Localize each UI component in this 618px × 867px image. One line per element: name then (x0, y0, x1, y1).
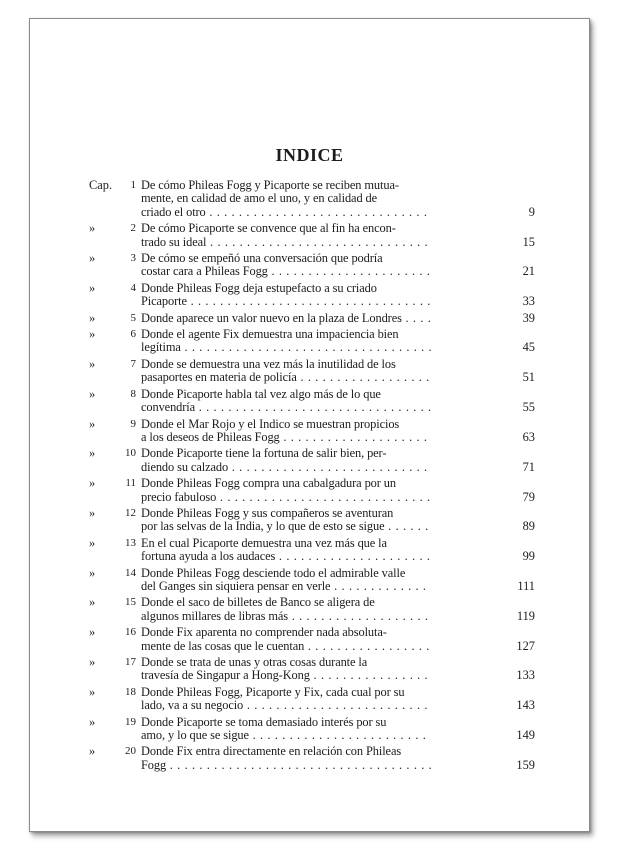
toc-entry (89, 537, 535, 564)
dot-leader: a los deseos de Phileas Fogg . . . (141, 431, 431, 444)
book-page (29, 18, 590, 832)
chapter-title (141, 222, 431, 249)
chapter-number: 1 (130, 179, 136, 191)
chapter-marker (89, 537, 141, 550)
page-number: 63 (522, 429, 535, 444)
chapter-number: 19 (125, 715, 136, 728)
toc-entry (89, 222, 535, 249)
chapter-marker (89, 282, 141, 295)
chapter-title-last-line (141, 640, 431, 653)
dot-leader: amo, y lo que se sigue . . . (141, 729, 431, 742)
chapter-title-line: Donde se trata de unas y otras cosas durante la (141, 655, 368, 669)
toc-entry (89, 477, 535, 504)
chapter-title-last-line (141, 295, 431, 308)
chapter-marker (89, 626, 141, 639)
chapter-label: » (89, 535, 96, 550)
chapter-marker (89, 596, 141, 609)
chapter-number: 8 (130, 387, 136, 400)
chapter-number: 7 (130, 357, 136, 370)
chapter-number: 4 (130, 281, 136, 294)
chapter-number: 20 (125, 745, 136, 758)
chapter-title (141, 477, 431, 504)
chapter-label: Cap. (89, 178, 113, 192)
chapter-title-last-line (141, 759, 431, 772)
chapter-title-line: De cómo Phileas Fogg y Picaporte se reciben mutua- (141, 178, 399, 192)
toc-entry (89, 656, 535, 683)
chapter-title (141, 745, 431, 772)
chapter-marker (89, 222, 141, 235)
chapter-title (141, 507, 431, 534)
toc-entry (89, 418, 535, 445)
chapter-title-line: Donde Picaporte tiene la fortuna de salir bien, per- (141, 446, 387, 461)
chapter-marker (89, 656, 141, 669)
chapter-title-last-line (141, 431, 431, 444)
chapter-label: » (89, 625, 96, 640)
dot-leader: Picaporte . . . (141, 295, 431, 308)
chapter-title-line: Donde el agente Fix demuestra una impaciencia bien (141, 327, 399, 342)
chapter-title-last-line (141, 699, 431, 712)
chapter-number: 14 (125, 566, 136, 579)
chapter-marker (89, 477, 141, 490)
toc-entry (89, 745, 535, 772)
chapter-label: » (89, 565, 96, 580)
chapter-title-last-line (141, 341, 431, 354)
chapter-label: » (89, 280, 96, 295)
chapter-title-line: Donde Phileas Fogg compra una cabalgadura por un (141, 476, 396, 491)
chapter-number: 3 (130, 252, 136, 265)
chapter-title-line: De cómo se empeñó una conversación que podría (141, 251, 383, 266)
page-number: 55 (522, 400, 535, 415)
chapter-title (141, 626, 431, 653)
chapter-marker (89, 745, 141, 758)
chapter-marker (89, 567, 141, 580)
chapter-title-last-line (141, 610, 431, 623)
page-number: 159 (516, 757, 535, 772)
chapter-title-line: Donde Phileas Fogg deja estupefacto a su criado (141, 280, 377, 295)
chapter-title (141, 716, 431, 743)
page-number: 127 (516, 638, 535, 653)
chapter-title-last-line (141, 236, 431, 249)
dot-leader: criado el otro . . . (141, 206, 431, 219)
chapter-title-last-line (141, 729, 431, 742)
dot-leader: convendría . . . (141, 401, 431, 414)
chapter-title (141, 282, 431, 309)
chapter-number: 13 (125, 536, 136, 549)
chapter-title-line: Donde Phileas Fogg y sus compañeros se aventuran (141, 505, 394, 520)
chapter-number: 18 (125, 685, 136, 698)
toc-entry (89, 312, 535, 325)
chapter-title (141, 252, 431, 279)
toc-entry (89, 686, 535, 713)
chapter-title-last-line (141, 206, 431, 219)
toc-entry (89, 567, 535, 594)
dot-leader: por las selvas de la India, y lo que de esto se sigue . . . (141, 520, 431, 533)
chapter-label: » (89, 744, 96, 759)
dot-leader: travesía de Singapur a Hong-Kong . . . (141, 669, 431, 682)
chapter-label: » (89, 251, 96, 266)
dot-leader: algunos millares de libras más . . . (141, 610, 431, 623)
chapter-label: » (89, 714, 96, 729)
chapter-title-last-line (141, 401, 431, 414)
chapter-label: » (89, 476, 96, 491)
page-number: 45 (522, 340, 535, 355)
chapter-number: 5 (130, 311, 136, 324)
page-number: 119 (516, 608, 535, 623)
chapter-label: » (89, 327, 96, 342)
toc-entry (89, 716, 535, 743)
dot-leader: mente de las cosas que le cuentan . . . (141, 640, 431, 653)
chapter-label: » (89, 505, 96, 520)
dot-leader: diendo su calzado . . . (141, 461, 431, 474)
chapter-marker (89, 312, 141, 325)
chapter-number: 17 (125, 656, 136, 668)
toc-entry (89, 282, 535, 309)
table-of-contents (89, 179, 535, 775)
chapter-number: 15 (125, 596, 136, 609)
chapter-number: 6 (130, 328, 136, 341)
chapter-title-last-line (141, 461, 431, 474)
chapter-title (141, 388, 431, 415)
dot-leader: precio fabuloso . . . (141, 491, 431, 504)
toc-entry (89, 328, 535, 355)
chapter-title (141, 596, 431, 623)
dot-leader: Fogg . . . (141, 759, 431, 772)
toc-entry (89, 179, 535, 219)
chapter-label: » (89, 595, 96, 610)
chapter-title-last-line (141, 371, 431, 384)
chapter-marker (89, 418, 141, 431)
toc-entry (89, 358, 535, 385)
chapter-label: » (89, 310, 96, 325)
chapter-title-line: Donde se demuestra una vez más la inutilidad de los (141, 356, 396, 371)
chapter-label: » (89, 356, 96, 371)
dot-leader: Donde aparece un valor nuevo en la plaza de Londres . . . (141, 312, 431, 325)
page-number: 15 (522, 234, 535, 249)
chapter-number: 12 (125, 506, 136, 519)
page-number: 9 (528, 204, 535, 219)
chapter-marker (89, 252, 141, 265)
chapter-title (141, 656, 431, 683)
chapter-title-last-line (141, 491, 431, 504)
dot-leader: lado, va a su negocio . . . (141, 699, 431, 712)
page-number: 111 (517, 578, 535, 593)
chapter-marker (89, 328, 141, 341)
chapter-title (141, 358, 431, 385)
chapter-title-line: Donde Picaporte se toma demasiado interés por su (141, 714, 387, 729)
page-number: 133 (516, 668, 535, 683)
chapter-title (141, 686, 431, 713)
chapter-title-line: Donde Phileas Fogg desciende todo el admirable valle (141, 565, 406, 580)
page-number: 33 (522, 294, 535, 309)
chapter-title-last-line (141, 580, 431, 593)
chapter-title (141, 312, 431, 325)
chapter-label: » (89, 655, 96, 669)
toc-entry (89, 507, 535, 534)
dot-leader: legítima . . . (141, 341, 431, 354)
chapter-title-last-line (141, 312, 431, 325)
chapter-marker (89, 447, 141, 460)
chapter-title-line: mente, en calidad de amo el uno, y en calidad de (141, 191, 378, 206)
page-number: 99 (522, 549, 535, 564)
page-number: 149 (516, 728, 535, 743)
chapter-title (141, 328, 431, 355)
toc-entry (89, 252, 535, 279)
page-number: 89 (522, 519, 535, 534)
chapter-title-line: En el cual Picaporte demuestra una vez más que la (141, 535, 387, 550)
page-title: INDICE (275, 145, 344, 165)
chapter-marker (89, 507, 141, 520)
chapter-title-last-line (141, 669, 431, 682)
chapter-title-last-line (141, 265, 431, 278)
chapter-title (141, 537, 431, 564)
dot-leader: del Ganges sin siquiera pensar en verle . . . (141, 580, 431, 593)
chapter-marker (89, 358, 141, 371)
chapter-number: 2 (130, 222, 136, 235)
chapter-title-line: De cómo Picaporte se convence que al fin ha encon- (141, 221, 396, 236)
dot-leader: fortuna ayuda a los audaces . . . (141, 550, 431, 563)
chapter-title (141, 179, 431, 219)
chapter-title (141, 567, 431, 594)
dot-leader: pasaportes en materia de policía . . . (141, 371, 431, 384)
chapter-number: 11 (125, 477, 136, 490)
chapter-label: » (89, 684, 96, 699)
dot-leader: costar cara a Phileas Fogg . . . (141, 265, 431, 278)
page-number: 51 (522, 370, 535, 385)
toc-entry (89, 596, 535, 623)
chapter-marker (89, 716, 141, 729)
page-number: 21 (522, 264, 535, 279)
page-number: 71 (522, 459, 535, 474)
chapter-number: 16 (125, 626, 136, 639)
toc-entry (89, 626, 535, 653)
page-number: 39 (522, 310, 535, 325)
chapter-number: 10 (125, 447, 136, 460)
chapter-marker (89, 179, 141, 192)
toc-entry (89, 388, 535, 415)
page-number: 79 (522, 489, 535, 504)
chapter-title-line: Donde Fix entra directamente en relación con Phileas (141, 744, 402, 759)
chapter-title-line: Donde el saco de billetes de Banco se aligera de (141, 595, 375, 610)
chapter-label: » (89, 446, 96, 461)
chapter-title-line: Donde Phileas Fogg, Picaporte y Fix, cada cual por su (141, 684, 405, 699)
chapter-title (141, 447, 431, 474)
page-number: 143 (516, 698, 535, 713)
chapter-marker (89, 388, 141, 401)
chapter-label: » (89, 386, 96, 401)
chapter-title-line: Donde Picaporte habla tal vez algo más de lo que (141, 386, 381, 401)
chapter-title-line: Donde el Mar Rojo y el Indico se muestran propicios (141, 416, 400, 431)
chapter-title-last-line (141, 550, 431, 563)
chapter-number: 9 (130, 417, 136, 430)
chapter-title (141, 418, 431, 445)
toc-entry (89, 447, 535, 474)
chapter-label: » (89, 416, 96, 431)
chapter-title-line: Donde Fix aparenta no comprender nada absoluta- (141, 625, 387, 640)
dot-leader: trado su ideal . . . (141, 236, 431, 249)
chapter-marker (89, 686, 141, 699)
chapter-label: » (89, 221, 96, 236)
chapter-title-last-line (141, 520, 431, 533)
